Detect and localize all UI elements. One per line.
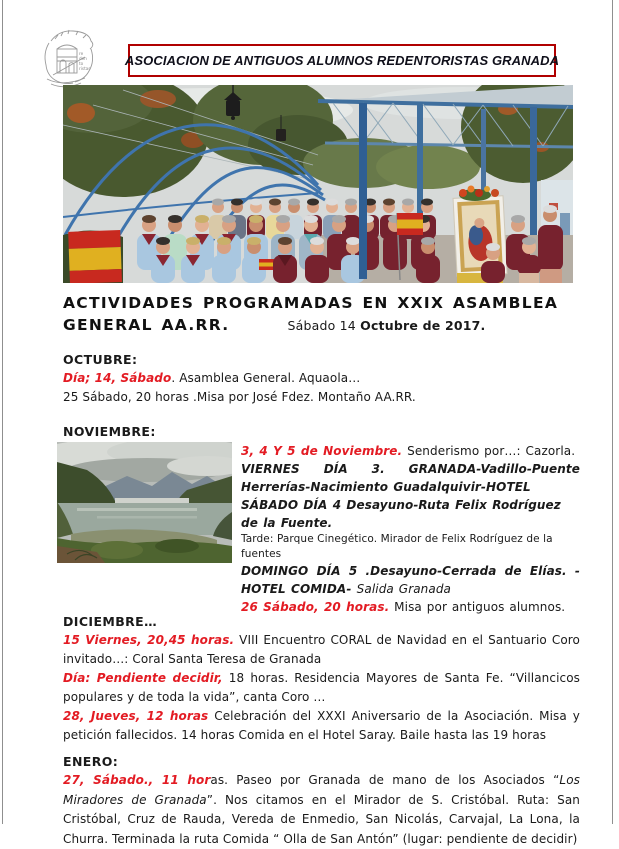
page-title: [63, 292, 580, 336]
section-diciembre: [63, 612, 580, 745]
date-highlight: 28, Jueves, 12 horas: [63, 709, 209, 723]
event-date: [288, 318, 486, 333]
line-text: SÁBADO DÍA 4 Desayuno-Ruta Felix Rodríguez de la Fuente.: [241, 498, 561, 530]
section-noviembre: [63, 422, 580, 616]
page-title-line1: ACTIVIDADES PROGRAMADAS EN XXIX ASAMBLEA: [63, 294, 559, 312]
svg-text:to: to: [79, 61, 84, 66]
line-text: ”. Nos citamos en el Mirador de S. Cristóbal. Ruta: San Cristóbal, Cruz de Rauda, Vereda de Enmedio, San Nicolás, Carvajal, La Lona, la Churra. Terminada la ruta Comida “ Olla de San Antón” (lugar: pendiente de decidir): [63, 792, 580, 846]
line-text: VIERNES DÍA 3. GRANADA-Vadillo-Puente Herrerías-Nacimiento Guadalquivir-HOTEL: [241, 462, 580, 494]
date-highlight: Día: Pendiente decidir,: [63, 671, 223, 685]
line-text: Misa por antiguos alumnos.: [389, 600, 566, 614]
line-text: Salida Granada: [356, 582, 452, 596]
lake-photo: [57, 442, 232, 563]
date-highlight: 3, 4 Y 5 de Noviembre.: [241, 444, 403, 458]
line-text: Celebración del XXXI Aniversario de la Asociación. Misa y petición fallecidos. 14 horas Comida en el Hotel Saray. Baile hasta las 19 horas: [63, 709, 580, 742]
line-text: 18 horas. Residencia Mayores de Santa Fe. “Villancicos populares y de toda la vida”, canta Coro …: [63, 671, 580, 704]
date-highlight: 15 Viernes, 20,45 horas.: [63, 633, 235, 647]
month-heading-noviembre: NOVIEMBRE:: [63, 424, 156, 439]
event-date-month-year: Octubre de 2017.: [360, 318, 486, 333]
group-photo: [63, 85, 573, 283]
month-heading-enero: ENERO:: [63, 754, 119, 769]
date-highlight: Día; 14, Sábado: [63, 371, 172, 385]
month-heading-diciembre: DICIEMBRE…: [63, 614, 158, 629]
section-octubre: [63, 350, 580, 407]
line-text: Senderismo por…: Cazorla.: [402, 444, 576, 458]
org-title: ASOCIACION DE ANTIGUOS ALUMNOS REDENTORISTAS GRANADA: [124, 53, 560, 68]
noviembre-program: [241, 442, 580, 616]
month-heading-octubre: OCTUBRE:: [63, 352, 138, 367]
date-highlight: 27, Sábado., 11 hor: [63, 773, 211, 787]
page-title-line2: GENERAL AA.RR.: [63, 316, 230, 334]
line-text: VIII Encuentro CORAL de Navidad en el Santuario Coro invitado…: Coral Santa Teresa de Granada: [63, 633, 580, 666]
svg-text:den: den: [79, 56, 87, 61]
org-title-box: [124, 44, 560, 77]
line-text-italic: Los Miradores de Granada: [63, 773, 580, 807]
line-text: Tarde: Parque Cinegético. Mirador de Felix Rodríguez de la fuentes: [241, 533, 553, 560]
section-enero: [63, 752, 580, 849]
event-date-day: Sábado 14: [287, 318, 361, 333]
line-text: as. Paseo por Granada de mano de los Asociados “: [210, 773, 560, 787]
line-text: DOMINGO DÍA 5 .Desayuno-Cerrada de Elías. -HOTEL COMIDA-: [241, 564, 580, 596]
svg-text:ristas: ristas: [79, 66, 91, 71]
svg-text:re: re: [79, 51, 84, 56]
line-text: . Asamblea General. Aquaola…: [171, 371, 361, 385]
line-text: 25 Sábado, 20 horas .Misa por José Fdez. Montaño AA.RR.: [63, 390, 416, 404]
date-highlight: 26 Sábado, 20 horas.: [241, 600, 390, 614]
document-body: [63, 292, 580, 849]
